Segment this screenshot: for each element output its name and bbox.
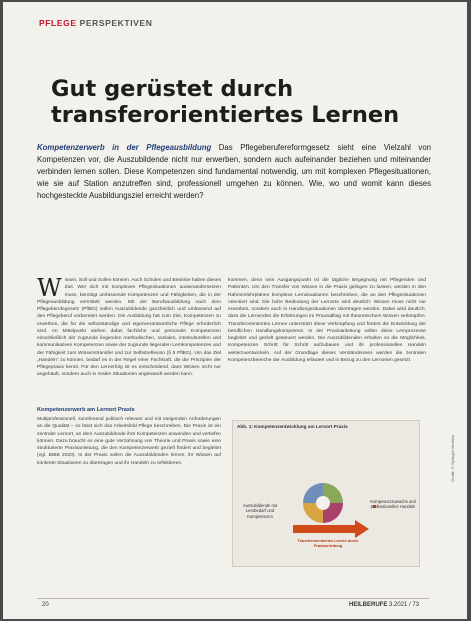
header-part2: PERSPEKTIVEN xyxy=(79,18,153,28)
magazine-issue: 3.2021 / 73 xyxy=(389,602,420,608)
lead-paragraph xyxy=(37,142,431,202)
header-part1: PFLEGE xyxy=(39,18,77,28)
magazine-name: HEILBERUFE xyxy=(349,602,388,608)
article-title: Gut gerüstet durch transferorientiertes Lernen xyxy=(51,76,400,128)
lead-kicker: Kompetenzerwerb in der Pflegeausbildung xyxy=(37,143,212,152)
figure xyxy=(232,420,420,567)
figure-hub xyxy=(316,496,330,510)
lead-text: Das Pflegeberufereformgesetz sieht eine Vielzahl von Kompetenzen vor, die Auszubildende nicht nur erwerben, sondern auch aufeinander beziehen und miteinander verbinden lernen sollen. Diese Kompetenzen sind fundamental notwendig, um mit komplexen Pflegesituationen, wie sie auf Station anzutreffen sind, professionell umgehen zu können. Wie, wo und womit kann dieses hochgesteckte Ausbildungsziel erreicht werden? xyxy=(37,143,432,200)
subheading: Kompetenzerwerb am Lernort Praxis xyxy=(37,407,135,413)
magazine-page xyxy=(3,2,467,619)
page-number: 20 xyxy=(42,602,49,608)
body-column-1 xyxy=(37,274,222,379)
figure-caption: Abb. 1: Kompetenzentwicklung am Lernort Praxis xyxy=(237,424,348,429)
side-credit: Grafik: © Springer Medizin xyxy=(450,435,455,482)
section-header xyxy=(39,18,152,28)
figure-center-label: Transferorientiertes Lernen durch Praxisanleitung xyxy=(297,539,359,548)
footer-rule xyxy=(37,598,429,599)
figure-arrow xyxy=(293,520,369,538)
body-column-2: kommen, denn sein Ausgangspunkt ist die tägliche Begegnung mit Pflegenden und Patienten. Um den Transfer von Wissen in die Praxis gelingen zu lassen, werden in den Rahmenlehrplänen komplexe Lernsituationen beschrieben, die an den Pflegesituationen orientiert sind. Die hohe Bedeutung der Lernorte wird deutlich: Wissen muss nicht nur erworben, sondern auch in Handlungssituationen übertragen werden. Dabei wird deutlich, dass die Lernenden die Erfahrungen im Praxisalltag mit theoretischem Wissen verknüpfen. Transferorientiertes Lernen unterstützt diese Verknüpfung und fördert die Entwicklung der beruflichen Handlungskompetenz. In der Praxisanleitung sollen diese Lernprozesse begleitet und gezielt gesteuert werden. Die Auszubildenden erhalten so die Möglichkeit, Kompetenzen Schritt für Schritt aufzubauen und ihr professionelles Handeln weiterzuentwickeln. Auf der Grundlage dieses Verständnisses werden die zentralen Kompetenzbereiche der Ausbildung erläutert und in Bezug zu den Lernorten gesetzt. xyxy=(228,278,426,363)
body-column-1b: Multiprofessionell, zunehmend politisch relevant und mit steigenden Anforderungen an die Qualität – so lässt sich das Arbeitsfeld Pflege beschreiben. Die Praxis ist ein zentraler Lernort, an dem Auszubildende ihre Kompetenzen anwenden und vertiefen können. Dazu braucht es eine gute Verzahnung von Theorie und Praxis sowie eine strukturierte Praxisanleitung, die den Kompetenzerwerb gezielt fördert und begleitet (vgl. BIBB 2020). In der Praxis sollen die Auszubildenden lernen, ihr Wissen auf konkrete Situationen zu übertragen und ihr Handeln zu reflektieren. xyxy=(37,417,221,466)
body-column-1-text: issen, Soll und Sollen können. Auch Schulen und Betriebe haben dieses Ziel. Wer sich mit komplexen Pflegesituationen auseinandersetzen muss, benötigt umfassende Kompetenzen und Fähigkeiten, die in der Pflegeausbildung vermittelt werden. Mit der Berufsausbildung nach dem Pflegeberufegesetz (PflBG) sollen Auszubildende ganzheitlich und umfassend auf den Pflegeberuf vorbereitet werden. Die Ausbildung hat zum Ziel, Kompetenzen zu erwerben, die für die selbstständige und eigenverantwortliche Pflege erforderlich sind. Im Mittelpunkt stehen dabei fachliche und personale Kompetenzen einschließlich der zugrunde liegenden methodischen, sozialen, interkulturellen und kommunikativen Kompetenzen sowie der zugrunde liegenden Lernkompetenzen und der Fähigkeit zum Wissenstransfer und zur Selbstreflexion (§ 5 PflBG). Um das Ziel „Handeln“ zu können, bedarf es in der Regel einer Fachkraft, die die Prinzipien der Pflegepraxis kennt. Für den Lernerfolg ist es entscheidend, dass Wissen nicht nur angehäuft, sondern auch in realen Situationen angewandt werden kann. xyxy=(37,278,222,378)
figure-left-label: Auszubildende mit Lernbedarf und Kompetenzen xyxy=(242,503,278,519)
magazine-footer xyxy=(349,602,419,608)
figure-right-label: Kompetenzzuwachs und professionelles Handeln xyxy=(370,499,416,510)
dropcap: W xyxy=(37,274,62,302)
